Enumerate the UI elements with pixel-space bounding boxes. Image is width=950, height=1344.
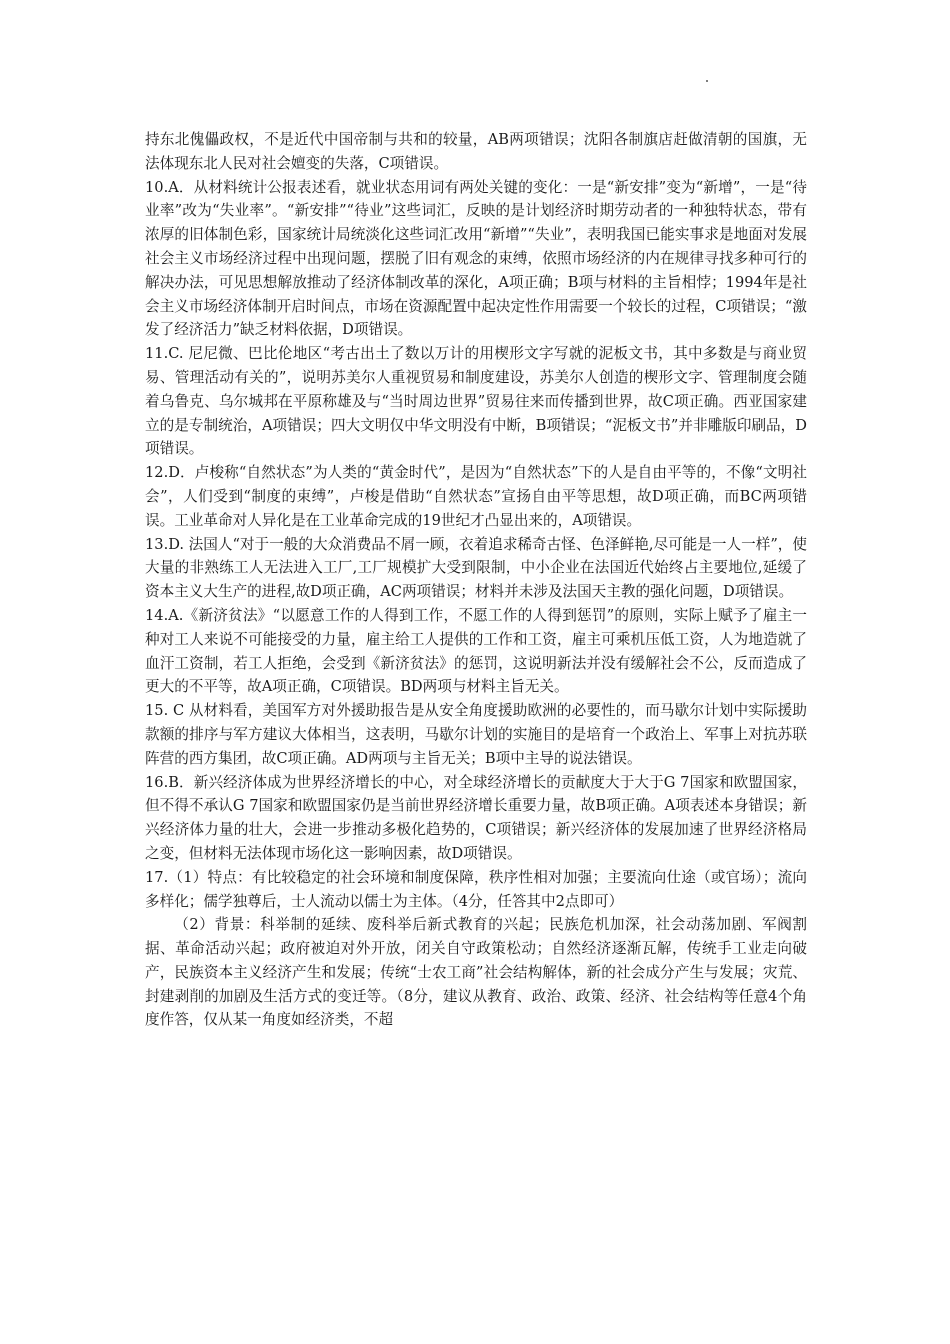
answer-17-part-2: （2）背景：科举制的延续、废科举后新式教育的兴起；民族危机加深，社会动荡加剧、军阀割据、革命活动兴起；政府被迫对外开放，闭关自守政策松动；自然经济逐渐瓦解，传统手工业走向破产，民族资本主义经济产生和发展；传统“士农工商”社会结构解体，新的社会成分产生与发展；灾荒、封建剥削的加剧及生活方式的变迁等。（8分，建议从教育、政治、政策、经济、社会结构等任意4个角度作答，仅从某一角度如经济类，不超 xyxy=(145,916,807,1029)
answer-16: 16.B．新兴经济体成为世界经济增长的中心，对全球经济增长的贡献度大于大于G 7国家和欧盟国家，但不得不承认G 7国家和欧盟国家仍是当前世界经济增长重要力量，故B项正确。A项表述本身错误；新兴经济体力量的壮大，会进一步推动多极化趋势的，C项错误；新兴经济体的发展加速了世界经济格局之变，但材料无法体现市场化这一影响因素，故D项错误。 xyxy=(145,773,807,862)
answer-12: 12.D．卢梭称“自然状态”为人类的“黄金时代”，是因为“自然状态”下的人是自由平等的，不像“文明社会”，人们受到“制度的束缚”，卢梭是借助“自然状态”宣扬自由平等思想，故D项正确，而BC两项错误。工业革命对人异化是在工业革命完成的19世纪才凸显出来的，A项错误。 xyxy=(145,464,807,529)
answer-15: 15. C 从材料看，美国军方对外援助报告是从安全角度援助欧洲的必要性的，而马歇尔计划中实际援助款额的排序与军方建议大体相当，这表明，马歇尔计划的实施目的是培育一个政治上、军事上对抗苏联阵营的西方集团，故C项正确。AD两项与主旨无关；B项中主导的说法错误。 xyxy=(145,702,807,767)
answer-14: 14.A.《新济贫法》“以愿意工作的人得到工作，不愿工作的人得到惩罚”的原则，实际上赋予了雇主一种对工人来说不可能接受的力量，雇主给工人提供的工作和工资，雇主可乘机压低工资，人为地造就了血汗工资制，若工人拒绝，会受到《新济贫法》的惩罚，这说明新法并没有缓解社会不公，反而造成了更大的不平等，故A项正确，C项错误。BD两项与材料主旨无关。 xyxy=(145,606,807,696)
answer-11: 11.C. 尼尼微、巴比伦地区“考古出土了数以万计的用楔形文字写就的泥板文书，其中多数是与商业贸易、管理活动有关的”，说明苏美尔人重视贸易和制度建设，苏美尔人创造的楔形文字、管理制度会随着乌鲁克、乌尔城邦在平原称雄及与“当时周边世界”贸易往来而传播到世界，故C项正确。西亚国家建立的是专制统治，A项错误；四大文明仅中华文明没有中断，B项错误；“泥板文书”并非雕版印刷品，D项错误。 xyxy=(145,345,807,458)
answer-17-part-1: 17.（1）特点：有比较稳定的社会环境和制度保障，秩序性相对加强；主要流向仕途（或官场）；流向多样化；儒学独尊后，士人流动以儒士为主体。（4分，任答其中2点即可） xyxy=(145,868,807,910)
answer-10: 10.A．从材料统计公报表述看，就业状态用词有两处关键的变化：一是“新安排”变为“新增”，一是“待业率”改为“失业率”。“新安排”“待业”这些词汇，反映的是计划经济时期劳动者的一种独特状态，带有浓厚的旧体制色彩，国家统计局统淡化这些词汇改用“新增”“失业”，表明我国已能实事求是地面对发展社会主义市场经济过程中出现问题，摆脱了旧有观念的束缚，依照市场经济的内在规律寻找多种可行的解决办法，可见思想解放推动了经济体制改革的深化，A项正确；B项与材料的主旨相悖；1994年是社会主义市场经济体制开启时间点，市场在资源配置中起决定性作用需要一个较长的过程，C项错误；“激发了经济活力”缺乏材料依据，D项错误。 xyxy=(145,178,807,339)
answer-13: 13.D. 法国人“对于一般的大众消费品不屑一顾，衣着追求稀奇古怪、色泽鲜艳,尽可能是一人一样”，使大量的非熟练工人无法进入工厂,工厂规模扩大受到限制，中小企业在法国近代始终占主要地位,延缓了资本主义大生产的进程,故D项正确，AC两项错误；材料并未涉及法国天主教的强化问题，D项错误。 xyxy=(145,535,807,601)
paragraph-continuation: 持东北傀儡政权，不是近代中国帝制与共和的较量，AB两项错误；沈阳各制旗店赶做清朝的国旗，无法体现东北人民对社会嬗变的失落，C项错误。 xyxy=(145,131,807,172)
page-mark-dot xyxy=(706,80,708,82)
answer-explanations xyxy=(145,128,807,1032)
